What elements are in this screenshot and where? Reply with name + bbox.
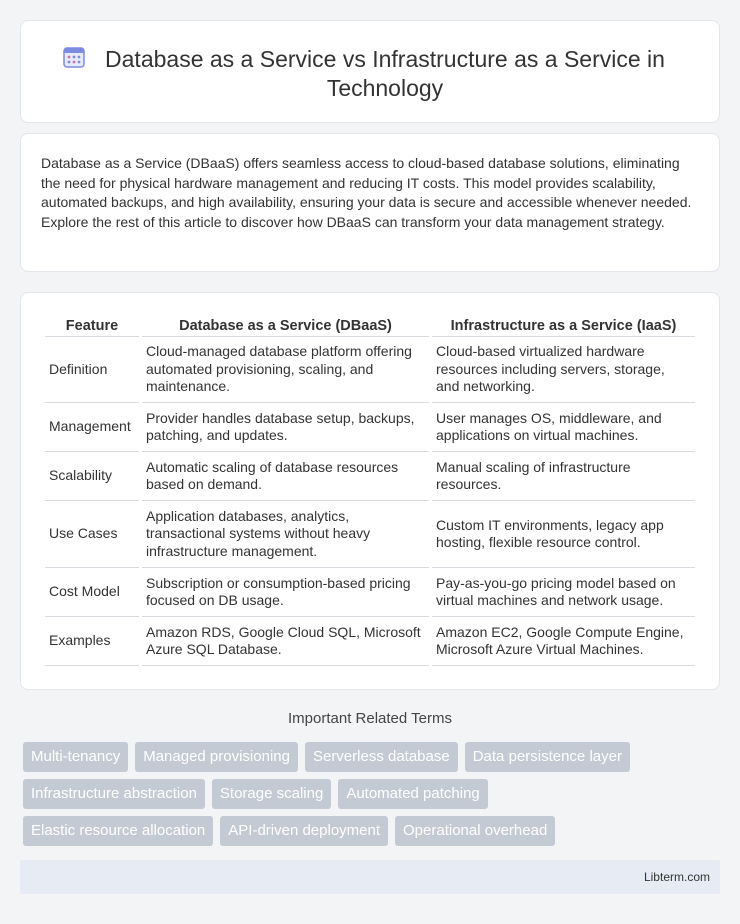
term-tag[interactable]: Infrastructure abstraction	[23, 779, 205, 809]
row-iaas: Pay-as-you-go pricing model based on virtual machines and network usage.	[432, 568, 695, 617]
row-iaas: Cloud-based virtualized hardware resources including servers, storage, and networking.	[432, 337, 695, 403]
footer-site-link[interactable]: Libterm.com	[643, 870, 710, 884]
row-feature: Examples	[45, 617, 139, 666]
row-feature: Definition	[45, 337, 139, 403]
page-title: Database as a Service vs Infrastructure as a Service in Technology	[105, 46, 665, 101]
table-row	[45, 337, 695, 403]
title-card	[20, 20, 720, 123]
row-feature: Cost Model	[45, 568, 139, 617]
row-dbaas: Amazon RDS, Google Cloud SQL, Microsoft Azure SQL Database.	[142, 617, 429, 666]
term-tag[interactable]: Managed provisioning	[135, 742, 298, 772]
tag-row	[23, 779, 723, 809]
tag-row	[23, 742, 723, 772]
row-feature: Use Cases	[45, 501, 139, 568]
table-row	[45, 617, 695, 666]
term-tag[interactable]: Automated patching	[338, 779, 487, 809]
table-row	[45, 501, 695, 568]
term-tag[interactable]: Serverless database	[305, 742, 458, 772]
term-tag[interactable]: Operational overhead	[395, 816, 555, 846]
header-feature: Feature	[45, 315, 139, 337]
table-row	[45, 568, 695, 617]
term-tag[interactable]: API-driven deployment	[220, 816, 388, 846]
row-feature: Management	[45, 403, 139, 452]
header-dbaas: Database as a Service (DBaaS)	[142, 315, 429, 337]
related-terms-title: Important Related Terms	[288, 710, 452, 727]
comparison-table-card	[20, 292, 720, 690]
row-iaas: Custom IT environments, legacy app hosting, flexible resource control.	[432, 501, 695, 568]
row-dbaas: Automatic scaling of database resources based on demand.	[142, 452, 429, 501]
row-iaas: Manual scaling of infrastructure resources.	[432, 452, 695, 501]
footer	[20, 860, 720, 894]
table-header-row	[45, 315, 695, 337]
term-tag[interactable]: Multi-tenancy	[23, 742, 128, 772]
intro-paragraph: Database as a Service (DBaaS) offers seamless access to cloud-based database solutions, eliminating the need for physical hardware management and reducing IT costs. This model provides scalability, automated backups, and high availability, ensuring your data is secure and accessible whenever needed. Explore the rest of this article to discover how DBaaS can transform your data management strategy.	[41, 155, 692, 230]
row-feature: Scalability	[45, 452, 139, 501]
table-row	[45, 403, 695, 452]
term-tag[interactable]: Data persistence layer	[465, 742, 630, 772]
related-terms-list	[23, 742, 723, 853]
term-tag[interactable]: Elastic resource allocation	[23, 816, 213, 846]
row-iaas: Amazon EC2, Google Compute Engine, Microsoft Azure Virtual Machines.	[432, 617, 695, 666]
row-iaas: User manages OS, middleware, and applications on virtual machines.	[432, 403, 695, 452]
intro-card	[20, 133, 720, 272]
header-iaas: Infrastructure as a Service (IaaS)	[432, 315, 695, 337]
tag-row	[23, 816, 723, 846]
row-dbaas: Cloud-managed database platform offering automated provisioning, scaling, and maintenance.	[142, 337, 429, 403]
comparison-table	[42, 315, 698, 666]
row-dbaas: Application databases, analytics, transactional systems without heavy infrastructure management.	[142, 501, 429, 568]
row-dbaas: Subscription or consumption-based pricing focused on DB usage.	[142, 568, 429, 617]
table-row	[45, 452, 695, 501]
term-tag[interactable]: Storage scaling	[212, 779, 331, 809]
row-dbaas: Provider handles database setup, backups, patching, and updates.	[142, 403, 429, 452]
